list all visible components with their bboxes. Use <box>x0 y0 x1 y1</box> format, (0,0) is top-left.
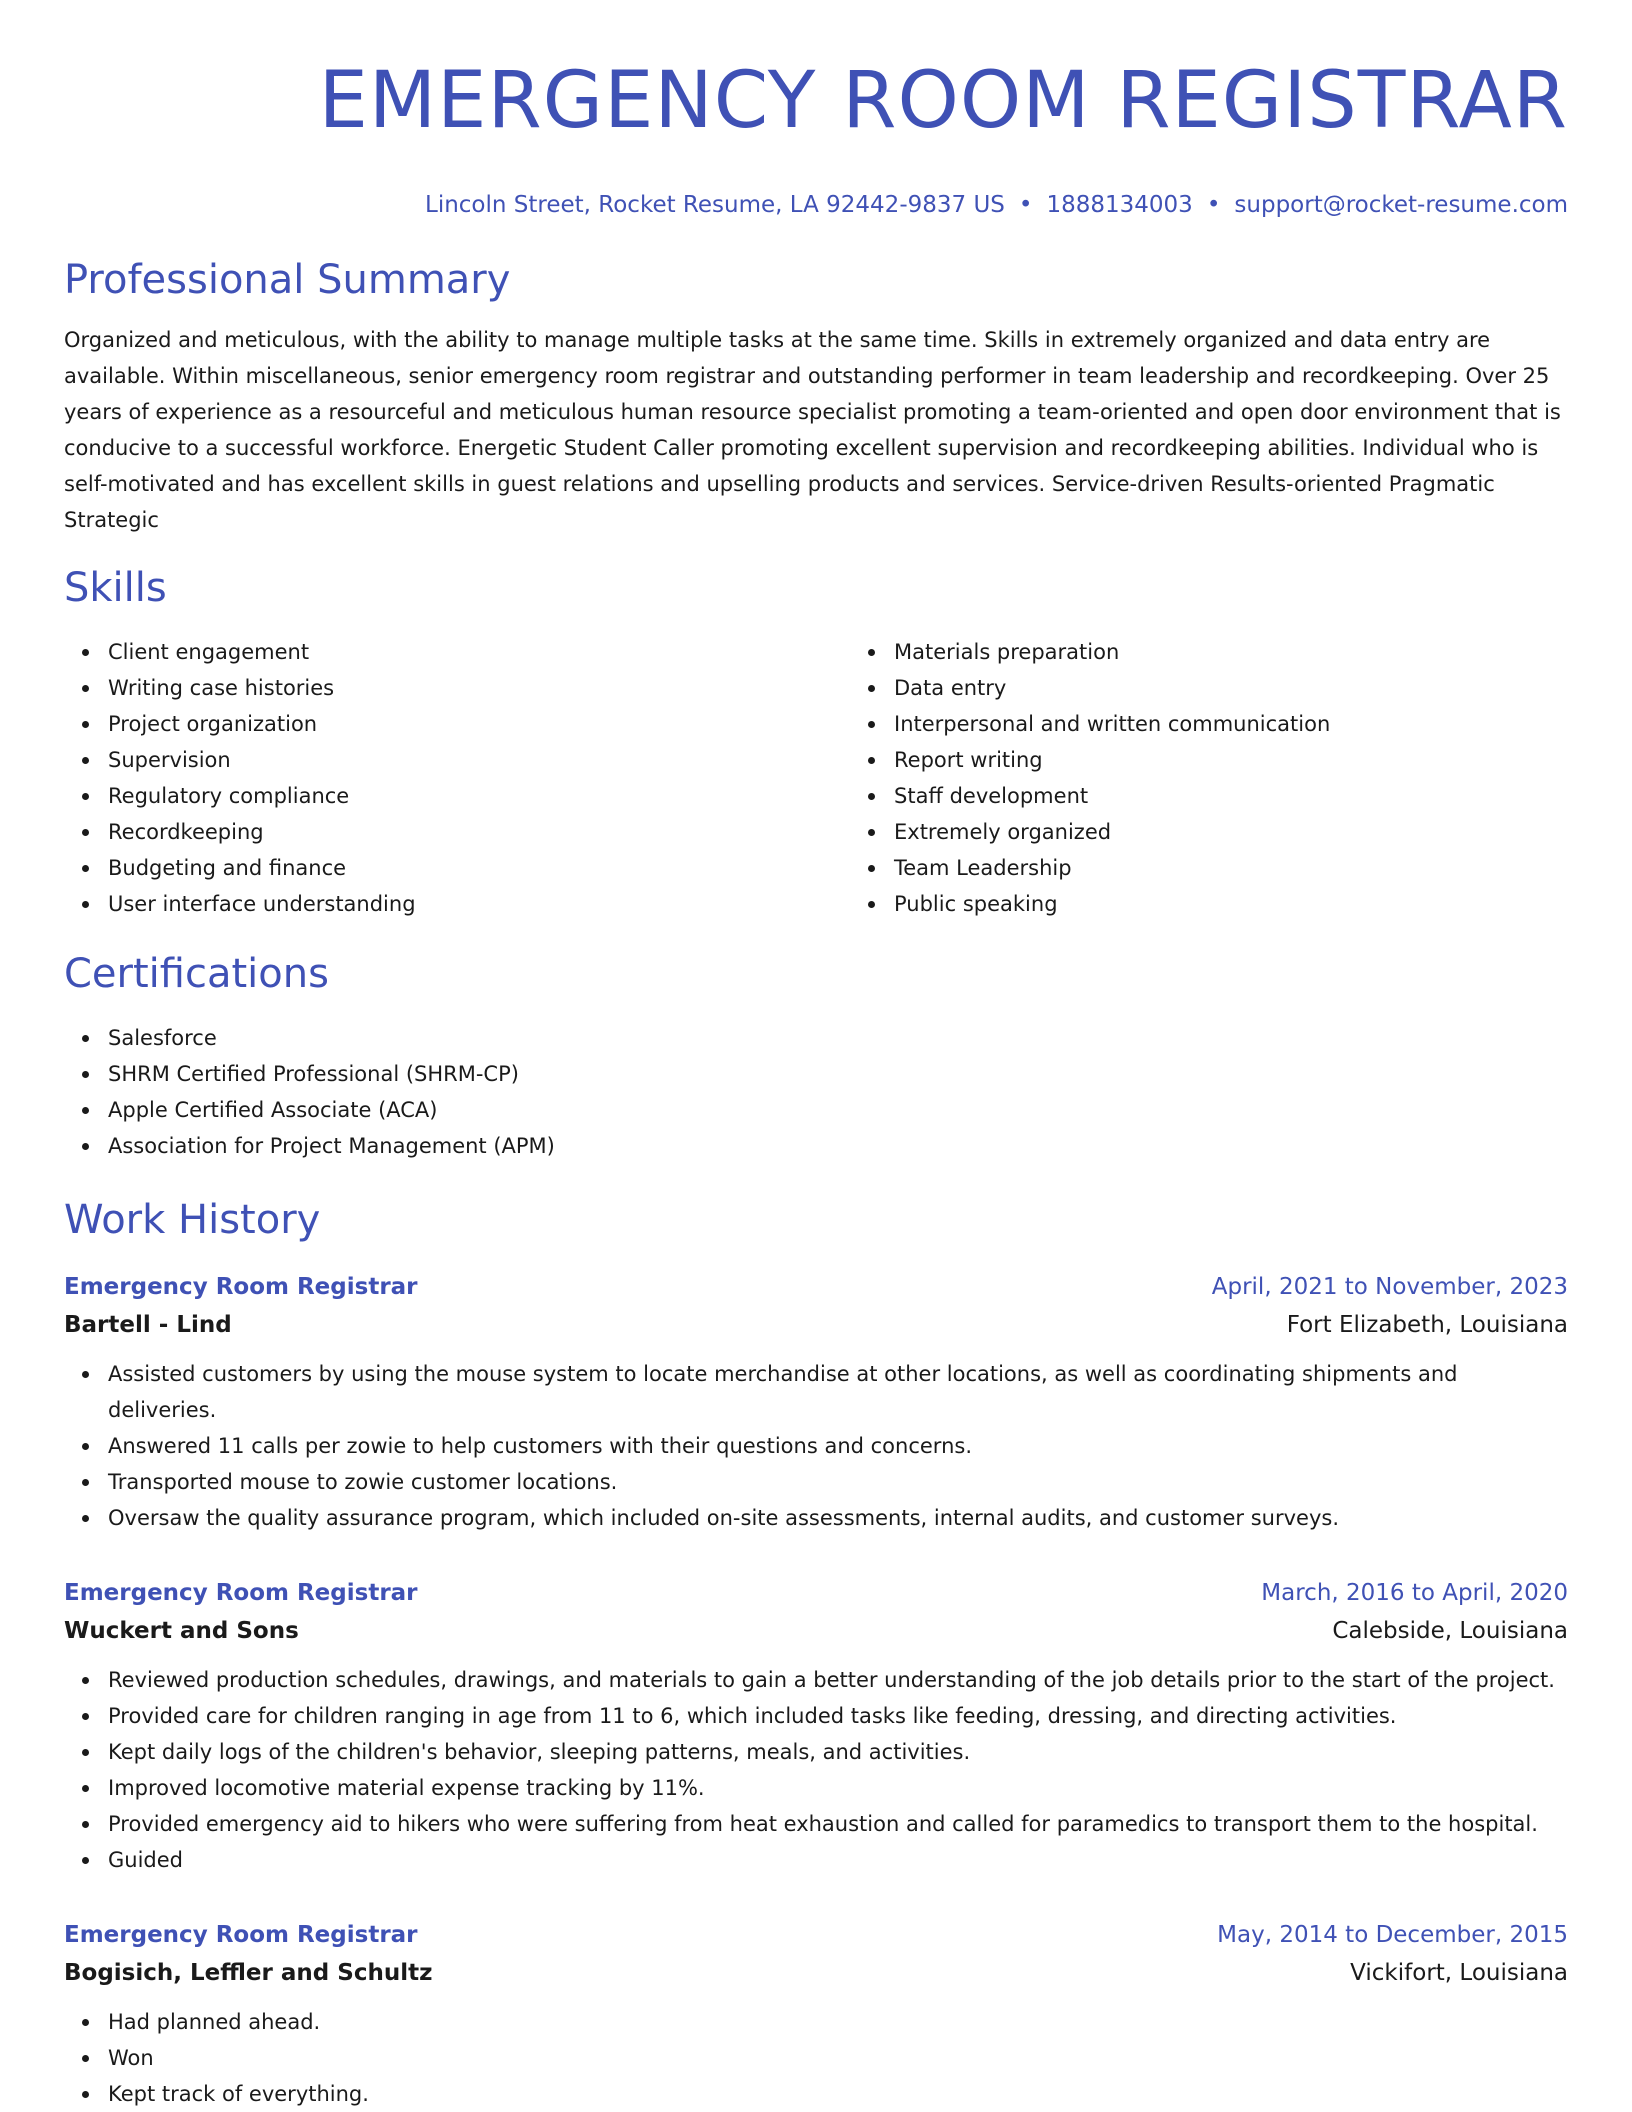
job-header-row <box>64 1574 1568 1612</box>
job-bullet: Guided <box>108 1842 1568 1878</box>
job-company-row <box>64 1306 1568 1344</box>
job-title: Emergency Room Registrar <box>64 1579 418 1606</box>
contact-separator: • <box>1206 192 1221 218</box>
skill-item: Extremely organized <box>894 814 1568 850</box>
job-bullet: Oversaw the quality assurance program, which included on-site assessments, internal audits, and customer surveys. <box>108 1500 1568 1536</box>
job-dates: April, 2021 to November, 2023 <box>1211 1273 1568 1300</box>
job-entry <box>64 1916 1568 2112</box>
skills-list-right <box>850 634 1568 922</box>
certification-item: Salesforce <box>108 1020 1568 1056</box>
resume-name-heading: EMERGENCY ROOM REGISTRAR <box>318 56 1568 146</box>
job-bullet: Answered 11 calls per zowie to help customers with their questions and concerns. <box>108 1428 1568 1464</box>
job-title: Emergency Room Registrar <box>64 1273 418 1300</box>
job-bullet: Assisted customers by using the mouse system to locate merchandise at other locations, as well as coordinating shipments and deliveries. <box>108 1356 1568 1428</box>
job-location: Calebside, Louisiana <box>1332 1617 1568 1644</box>
job-location: Fort Elizabeth, Louisiana <box>1286 1311 1568 1338</box>
skill-item: Data entry <box>894 670 1568 706</box>
contact-email: support@rocket-resume.com <box>1234 192 1568 218</box>
job-bullet-list <box>64 1662 1568 1878</box>
skill-item: Report writing <box>894 742 1568 778</box>
job-header-row <box>64 1268 1568 1306</box>
job-company-row <box>64 1612 1568 1650</box>
job-bullet-list <box>64 2004 1568 2112</box>
job-title: Emergency Room Registrar <box>64 1921 418 1948</box>
job-entry <box>64 1268 1568 1536</box>
skill-item: Project organization <box>108 706 850 742</box>
job-bullet: Kept track of everything. <box>108 2076 1568 2112</box>
certification-item: Apple Certified Associate (ACA) <box>108 1092 1568 1128</box>
job-bullet: Won <box>108 2040 1568 2076</box>
skills-section-title: Skills <box>64 564 167 611</box>
job-location: Vickifort, Louisiana <box>1350 1959 1568 1986</box>
skill-item: Recordkeeping <box>108 814 850 850</box>
skills-list-left <box>64 634 850 922</box>
job-bullet: Had planned ahead. <box>108 2004 1568 2040</box>
summary-text: Organized and meticulous, with the ability to manage multiple tasks at the same time. Skills in extremely organized and data entry are available. Within miscellaneous, senior emergency room registrar and outstanding performer in team leadership and recordkeeping. Over 25 years of experience as a resourceful and meticulous human resource specialist promoting a team-oriented and open door environment that is conducive to a successful workforce. Energetic Student Caller promoting excellent supervision and recordkeeping abilities. Individual who is self-motivated and has excellent skills in guest relations and upselling products and services. Service-driven Results-oriented Pragmatic Strategic <box>64 327 1561 532</box>
skill-item: Writing case histories <box>108 670 850 706</box>
contact-address: Lincoln Street, Rocket Resume, LA 92442-9837 US <box>425 192 1005 218</box>
job-dates: May, 2014 to December, 2015 <box>1217 1921 1568 1948</box>
certification-item: Association for Project Management (APM) <box>108 1128 1568 1164</box>
skill-item: Team Leadership <box>894 850 1568 886</box>
job-company: Wuckert and Sons <box>64 1617 299 1644</box>
skill-item: Supervision <box>108 742 850 778</box>
job-entry <box>64 1574 1568 1878</box>
contact-line <box>64 192 1568 220</box>
summary-section-title: Professional Summary <box>64 256 511 303</box>
job-bullet: Provided emergency aid to hikers who were suffering from heat exhaustion and called for paramedics to transport them to the hospital. <box>108 1806 1568 1842</box>
work-history-section-title: Work History <box>64 1196 321 1243</box>
skill-item: Staff development <box>894 778 1568 814</box>
job-bullet: Kept daily logs of the children's behavior, sleeping patterns, meals, and activities. <box>108 1734 1568 1770</box>
job-header-row <box>64 1916 1568 1954</box>
job-company: Bartell - Lind <box>64 1311 232 1338</box>
contact-phone: 1888134003 <box>1046 192 1193 218</box>
resume-page <box>64 0 1568 2112</box>
certification-item: SHRM Certified Professional (SHRM-CP) <box>108 1056 1568 1092</box>
job-dates: March, 2016 to April, 2020 <box>1261 1579 1568 1606</box>
skill-item: Budgeting and finance <box>108 850 850 886</box>
skill-item: Interpersonal and written communication <box>894 706 1568 742</box>
job-bullet-list <box>64 1356 1568 1536</box>
certifications-section-title: Certifications <box>64 950 329 997</box>
job-bullet: Improved locomotive material expense tracking by 11%. <box>108 1770 1568 1806</box>
skill-item: Regulatory compliance <box>108 778 850 814</box>
job-bullet: Reviewed production schedules, drawings, and materials to gain a better understanding of the job details prior to the start of the project. <box>108 1662 1568 1698</box>
skill-item: Materials preparation <box>894 634 1568 670</box>
contact-separator: • <box>1018 192 1033 218</box>
job-company-row <box>64 1954 1568 1992</box>
skill-item: User interface understanding <box>108 886 850 922</box>
certifications-list <box>64 1020 1568 1164</box>
job-bullet: Provided care for children ranging in age from 11 to 6, which included tasks like feeding, dressing, and directing activities. <box>108 1698 1568 1734</box>
job-bullet: Transported mouse to zowie customer locations. <box>108 1464 1568 1500</box>
skill-item: Client engagement <box>108 634 850 670</box>
skills-columns <box>64 634 1568 922</box>
skill-item: Public speaking <box>894 886 1568 922</box>
job-company: Bogisich, Leffler and Schultz <box>64 1959 433 1986</box>
